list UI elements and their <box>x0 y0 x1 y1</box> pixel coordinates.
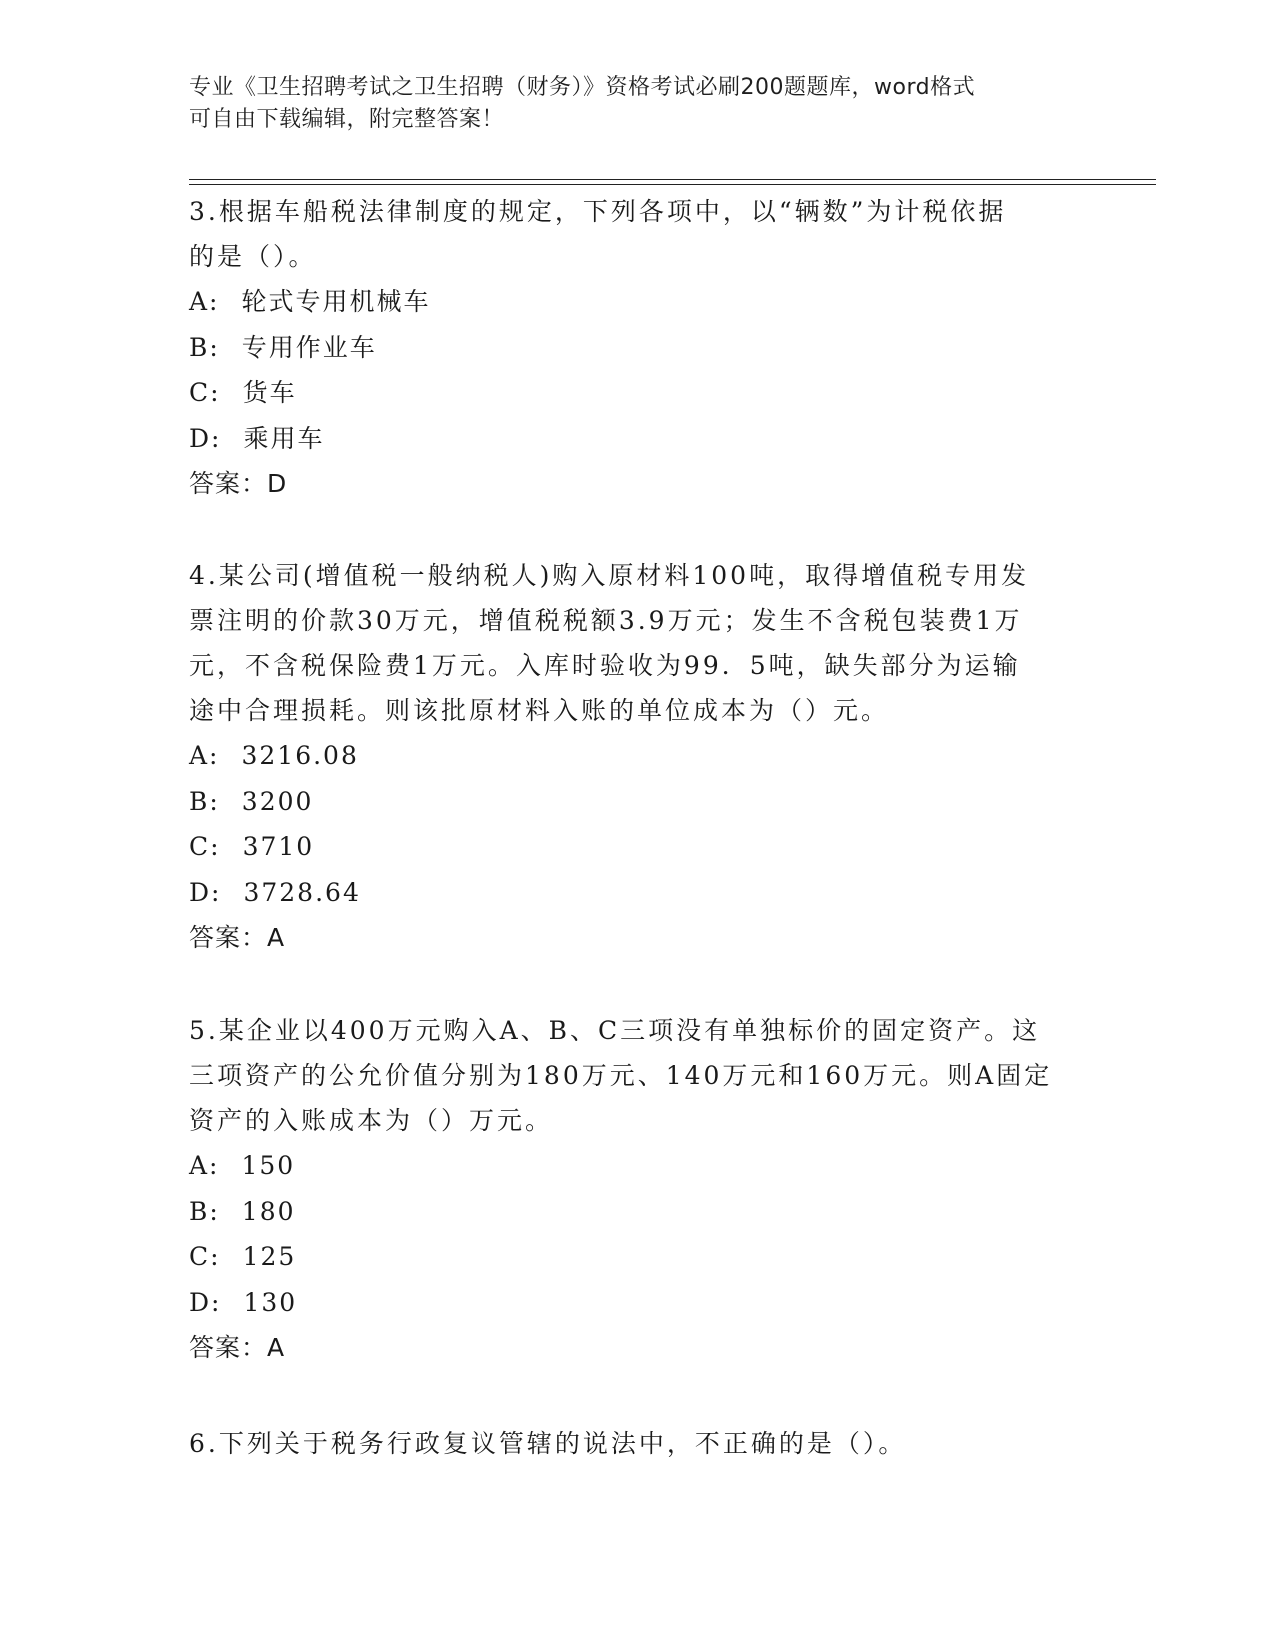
option-text: 180 <box>241 1196 296 1226</box>
option-text: 货车 <box>242 378 297 407</box>
option-letter: C: <box>189 1242 221 1271</box>
question-stem-line: 元，不含税保险费1万元。入库时验收为99．5吨，缺失部分为运输 <box>189 651 1021 680</box>
option-text: 3200 <box>241 786 314 816</box>
header-line-1: 专业《卫生招聘考试之卫生招聘（财务）》资格考试必刷200题题库，word格式 <box>189 75 976 100</box>
option-letter: C: <box>189 832 221 861</box>
option-a <box>189 1143 1089 1189</box>
option-text: 3216.08 <box>241 741 359 770</box>
question-6 <box>189 1421 1089 1466</box>
question-5 <box>189 1008 1089 1371</box>
header-divider-bottom <box>189 184 1156 185</box>
option-b <box>189 325 1089 371</box>
option-d <box>189 870 1089 916</box>
option-letter: C: <box>189 378 221 407</box>
question-stem-line: 的是（）。 <box>189 242 317 271</box>
question-3 <box>189 189 1089 507</box>
answer-line: 答案：A <box>189 923 286 952</box>
header-line-2: 可自由下载编辑，附完整答案！ <box>189 107 505 132</box>
option-letter: B: <box>189 1196 220 1226</box>
question-stem-line: 三项资产的公允价值分别为180万元、140万元和160万元。则A固定 <box>189 1061 1053 1090</box>
option-c <box>189 370 1089 416</box>
question-stem-line: 途中合理损耗。则该批原材料入账的单位成本为（）元。 <box>189 696 890 725</box>
option-a <box>189 733 1089 779</box>
option-letter: A: <box>189 741 220 770</box>
answer-line: 答案：A <box>189 1333 286 1362</box>
option-text: 3710 <box>242 832 315 861</box>
question-stem-line: 6.下列关于税务行政复议管辖的说法中，不正确的是（）。 <box>189 1429 907 1458</box>
option-c <box>189 824 1089 870</box>
option-b <box>189 1189 1089 1235</box>
option-text: 轮式专用机械车 <box>241 287 431 316</box>
option-letter: B: <box>189 332 220 362</box>
option-d <box>189 416 1089 462</box>
header-divider-top <box>189 179 1156 180</box>
option-letter: A: <box>189 287 220 316</box>
option-letter: D: <box>189 877 222 907</box>
option-text: 专用作业车 <box>241 332 377 362</box>
option-b <box>189 779 1089 825</box>
option-letter: D: <box>189 1287 222 1317</box>
option-text: 130 <box>243 1287 298 1317</box>
document-header <box>189 72 1089 136</box>
option-c <box>189 1234 1089 1280</box>
question-stem-line: 4.某公司(增值税一般纳税人)购入原材料100吨，取得增值税专用发 <box>189 561 1030 590</box>
question-stem-line: 资产的入账成本为（）万元。 <box>189 1106 554 1135</box>
option-a <box>189 279 1089 325</box>
answer-line: 答案：D <box>189 469 288 498</box>
option-text: 150 <box>241 1151 296 1180</box>
question-4 <box>189 553 1089 961</box>
option-text: 3728.64 <box>243 877 361 907</box>
option-d <box>189 1280 1089 1326</box>
option-letter: B: <box>189 786 220 816</box>
option-text: 125 <box>242 1242 297 1271</box>
question-stem-line: 3.根据车船税法律制度的规定，下列各项中，以“辆数”为计税依据 <box>189 197 1007 226</box>
option-letter: D: <box>189 423 222 453</box>
question-stem-line: 5.某企业以400万元购入A、B、C三项没有单独标价的固定资产。这 <box>189 1016 1041 1045</box>
question-stem-line: 票注明的价款30万元，增值税税额3.9万元；发生不含税包装费1万 <box>189 606 1023 635</box>
option-letter: A: <box>189 1151 220 1180</box>
option-text: 乘用车 <box>243 423 325 453</box>
